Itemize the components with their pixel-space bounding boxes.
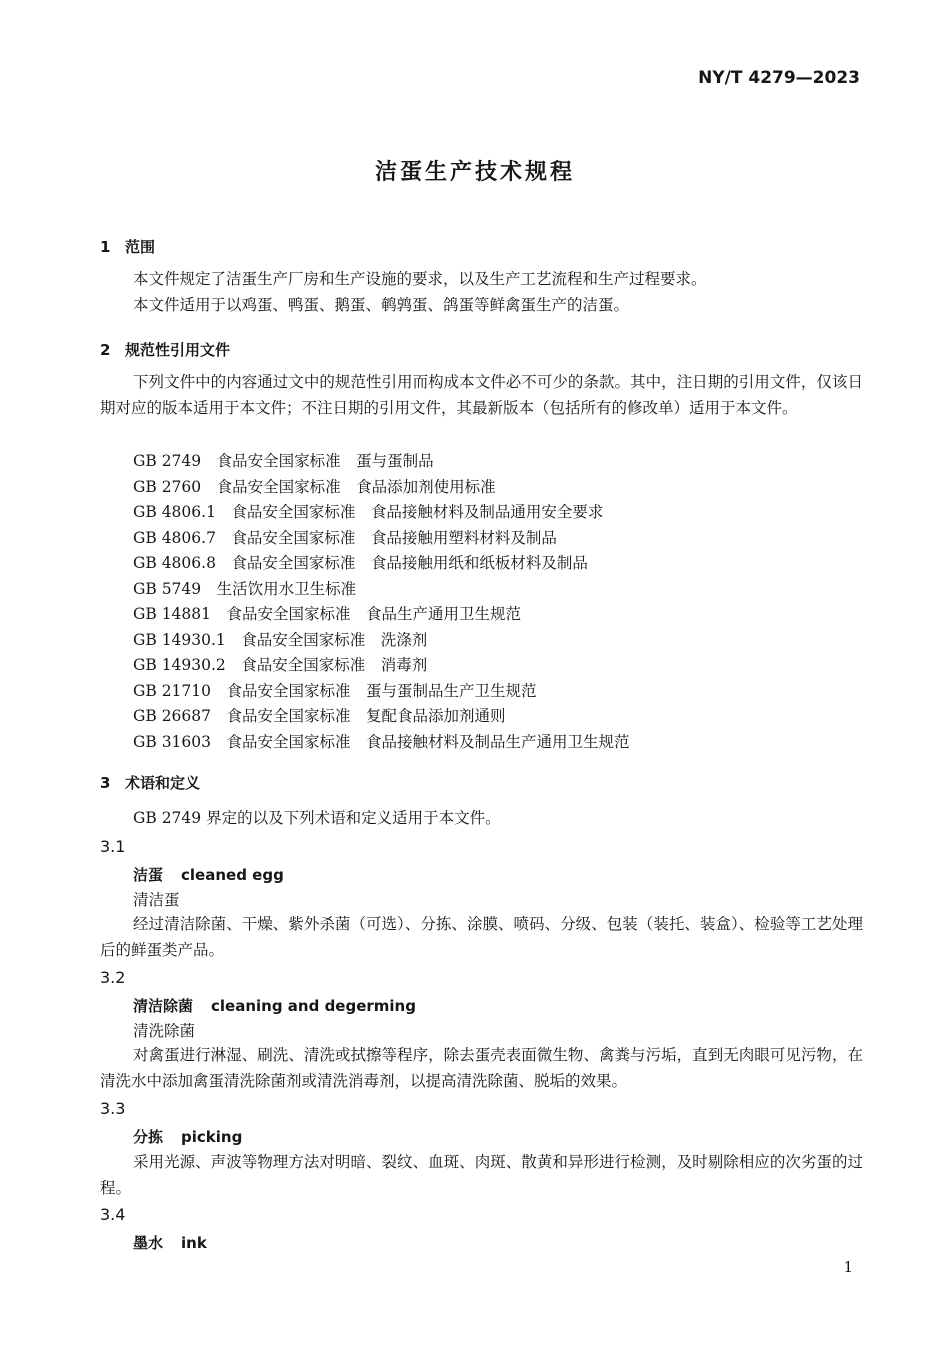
section-1-heading <box>100 236 155 257</box>
term-zh: 分拣 <box>133 1128 164 1146</box>
section-2-heading <box>100 339 230 360</box>
term-en: ink <box>181 1234 207 1252</box>
term-en: cleaning and degerming <box>211 997 416 1015</box>
reference-item: GB 4806.1 食品安全国家标准 食品接触材料及制品通用安全要求 <box>133 503 604 521</box>
term-number: 3.1 <box>100 837 126 856</box>
section-number: 1 <box>100 238 111 256</box>
reference-item: GB 31603 食品安全国家标准 食品接触材料及制品生产通用卫生规范 <box>133 733 630 751</box>
term-en: cleaned egg <box>181 866 284 884</box>
standard-code: NY/T 4279—2023 <box>698 68 860 88</box>
term-zh: 洁蛋 <box>133 866 164 884</box>
section-number: 2 <box>100 341 111 359</box>
document-title: 洁蛋生产技术规程 <box>374 160 575 185</box>
term-alias: 清洗除菌 <box>133 1022 196 1040</box>
term-number: 3.2 <box>100 968 126 987</box>
reference-item: GB 21710 食品安全国家标准 蛋与蛋制品生产卫生规范 <box>133 682 537 700</box>
reference-item: GB 26687 食品安全国家标准 复配食品添加剂通则 <box>133 707 506 725</box>
term-heading <box>133 995 416 1016</box>
section-title: 范围 <box>125 238 156 256</box>
section-1-paragraph-2: 本文件适用于以鸡蛋、鸭蛋、鹅蛋、鹌鹑蛋、鸽蛋等鲜禽蛋生产的洁蛋。 <box>133 296 630 314</box>
term-zh: 墨水 <box>133 1234 164 1252</box>
section-2-intro: 下列文件中的内容通过文中的规范性引用而构成本文件必不可少的条款。其中，注日期的引用文件，仅该日期对应的版本适用于本文件；不注日期的引用文件，其最新版本（包括所有的修改单）适用于本文件。 <box>100 373 863 417</box>
term-alias: 清洁蛋 <box>133 891 180 909</box>
reference-item: GB 2760 食品安全国家标准 食品添加剂使用标准 <box>133 478 496 496</box>
page-number: 1 <box>843 1258 853 1276</box>
reference-item: GB 14881 食品安全国家标准 食品生产通用卫生规范 <box>133 605 522 623</box>
term-definition: 经过清洁除菌、干燥、紫外杀菌（可选）、分拣、涂膜、喷码、分级、包装（装托、装盒）、检验等工艺处理后的鲜蛋类产品。 <box>100 915 863 959</box>
reference-item: GB 2749 食品安全国家标准 蛋与蛋制品 <box>133 452 434 470</box>
term-heading <box>133 864 284 885</box>
term-heading <box>133 1126 242 1147</box>
section-title: 规范性引用文件 <box>125 341 231 359</box>
term-definition: 采用光源、声波等物理方法对明暗、裂纹、血斑、肉斑、散黄和异形进行检测，及时剔除相应的次劣蛋的过程。 <box>100 1153 863 1197</box>
term-heading <box>133 1232 207 1253</box>
term-en: picking <box>181 1128 243 1146</box>
section-3-intro: GB 2749 界定的以及下列术语和定义适用于本文件。 <box>133 809 501 827</box>
section-3-heading <box>100 772 200 793</box>
reference-item: GB 5749 生活饮用水卫生标准 <box>133 580 357 598</box>
section-number: 3 <box>100 774 111 792</box>
term-zh: 清洁除菌 <box>133 997 194 1015</box>
term-number: 3.3 <box>100 1099 126 1118</box>
section-1-paragraph-1: 本文件规定了洁蛋生产厂房和生产设施的要求，以及生产工艺流程和生产过程要求。 <box>133 270 707 288</box>
reference-item: GB 14930.2 食品安全国家标准 消毒剂 <box>133 656 428 674</box>
reference-item: GB 4806.8 食品安全国家标准 食品接触用纸和纸板材料及制品 <box>133 554 588 572</box>
term-number: 3.4 <box>100 1205 126 1224</box>
term-definition: 对禽蛋进行淋湿、刷洗、清洗或拭擦等程序，除去蛋壳表面微生物、禽粪与污垢，直到无肉眼可见污物，在清洗水中添加禽蛋清洗除菌剂或清洗消毒剂，以提高清洗除菌、脱垢的效果。 <box>100 1046 863 1090</box>
section-title: 术语和定义 <box>125 774 201 792</box>
reference-item: GB 4806.7 食品安全国家标准 食品接触用塑料材料及制品 <box>133 529 557 547</box>
reference-item: GB 14930.1 食品安全国家标准 洗涤剂 <box>133 631 428 649</box>
